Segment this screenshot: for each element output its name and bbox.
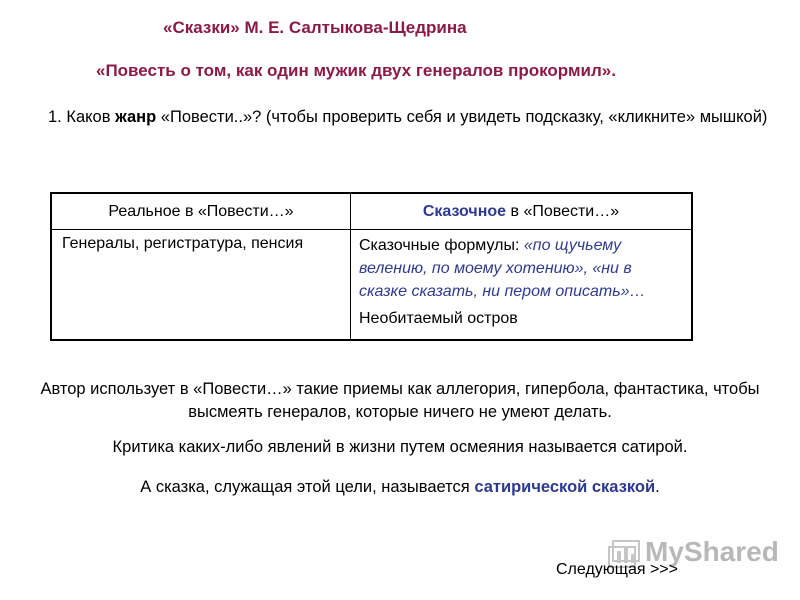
question-bold-word: жанр <box>115 108 157 126</box>
fairy-formulas-label: Сказочные формулы: <box>359 237 524 254</box>
page-title: «Сказки» М. Е. Салтыкова-Щедрина <box>163 18 467 37</box>
page-subtitle: «Повесть о том, как один мужик двух генералов прокормил». <box>96 61 616 80</box>
paragraph-satire-definition: Критика каких-либо явлений в жизни путем осмеяния называется сатирой. <box>112 438 688 456</box>
next-slide-link[interactable]: Следующая >>> <box>556 561 678 578</box>
p3-suffix: . <box>655 478 660 496</box>
table-cell-fairy <box>351 230 693 341</box>
table-row <box>51 230 692 341</box>
table-header-fairy-bold: Сказочное <box>422 202 507 220</box>
fairy-formulas-quote: «по щучьему велению, по моему хотению», «ни в сказке сказать, ни пером описать»… <box>359 237 646 300</box>
fairy-island: Необитаемый остров <box>359 310 518 327</box>
p3-highlight: сатирической сказкой <box>474 478 656 496</box>
comparison-table <box>50 192 693 341</box>
table-cell-real: Генералы, регистратура, пенсия <box>51 230 351 341</box>
paragraph-devices: Автор использует в «Повести…» такие приемы как аллегория, гипербола, фантастика, чтобы высмеять генералов, которые ничего не умеют делать. <box>40 380 760 421</box>
question-prefix: 1. Каков <box>48 108 116 126</box>
table-header-fairy <box>351 193 693 230</box>
question-text[interactable] <box>48 104 768 130</box>
question-rest: «Повести..»? (чтобы проверить себя и увидеть подсказку, «кликните» мышкой) <box>156 108 768 126</box>
table-header-real: Реальное в «Повести…» <box>51 193 351 230</box>
watermark-text: MyShared <box>645 536 779 567</box>
table-header-fairy-rest: в «Повести…» <box>506 202 620 220</box>
p3-prefix: А сказка, служащая этой цели, называется <box>140 478 475 496</box>
paragraph-satirical-tale <box>30 476 770 499</box>
table-header-row <box>51 193 692 230</box>
